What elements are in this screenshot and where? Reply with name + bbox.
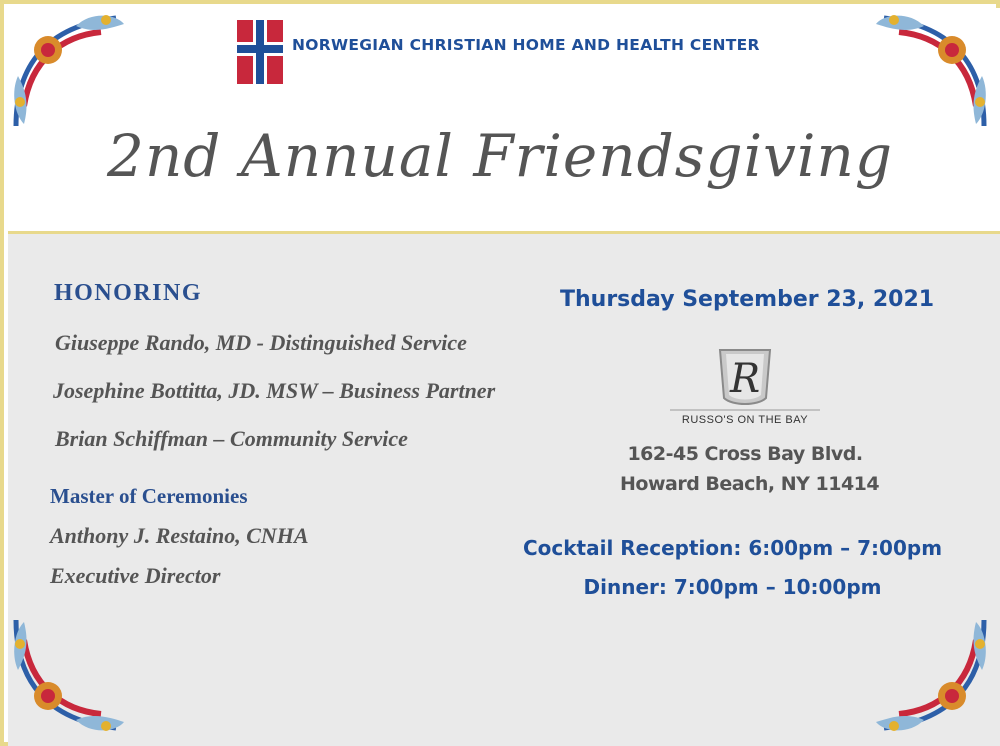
event-date: Thursday September 23, 2021 [560, 287, 935, 312]
venue-name: RUSSO'S ON THE BAY [681, 414, 809, 426]
organization-name: NORWEGIAN CHRISTIAN HOME AND HEALTH CENTER [292, 36, 760, 54]
cocktail-reception-time: Cocktail Reception: 6:00pm – 7:00pm [522, 536, 943, 560]
honoree-line: Brian Schiffman – Community Service [55, 426, 408, 451]
rosemaling-flourish-icon [864, 6, 994, 136]
master-of-ceremonies-role: Executive Director [50, 563, 221, 588]
master-of-ceremonies-name: Anthony J. Restaino, CNHA [50, 523, 309, 548]
norwegian-cross-flag-icon [237, 20, 283, 84]
rosemaling-flourish-icon [864, 610, 994, 740]
address-line-1: 162-45 Cross Bay Blvd. [627, 443, 863, 465]
address-line-2: Howard Beach, NY 11414 [620, 473, 880, 495]
rosemaling-flourish-icon [6, 610, 136, 740]
honoree-line: Giuseppe Rando, MD - Distinguished Service [55, 330, 467, 355]
rosemaling-flourish-icon [6, 6, 136, 136]
honoree-line: Josephine Bottitta, JD. MSW – Business Partner [53, 378, 496, 403]
event-title: 2nd Annual Friendsgiving [107, 122, 893, 190]
dinner-time: Dinner: 7:00pm – 10:00pm [583, 575, 882, 599]
master-of-ceremonies-heading: Master of Ceremonies [50, 484, 248, 508]
honoring-heading: HONORING [54, 280, 203, 306]
venue-monogram: R [729, 356, 761, 402]
